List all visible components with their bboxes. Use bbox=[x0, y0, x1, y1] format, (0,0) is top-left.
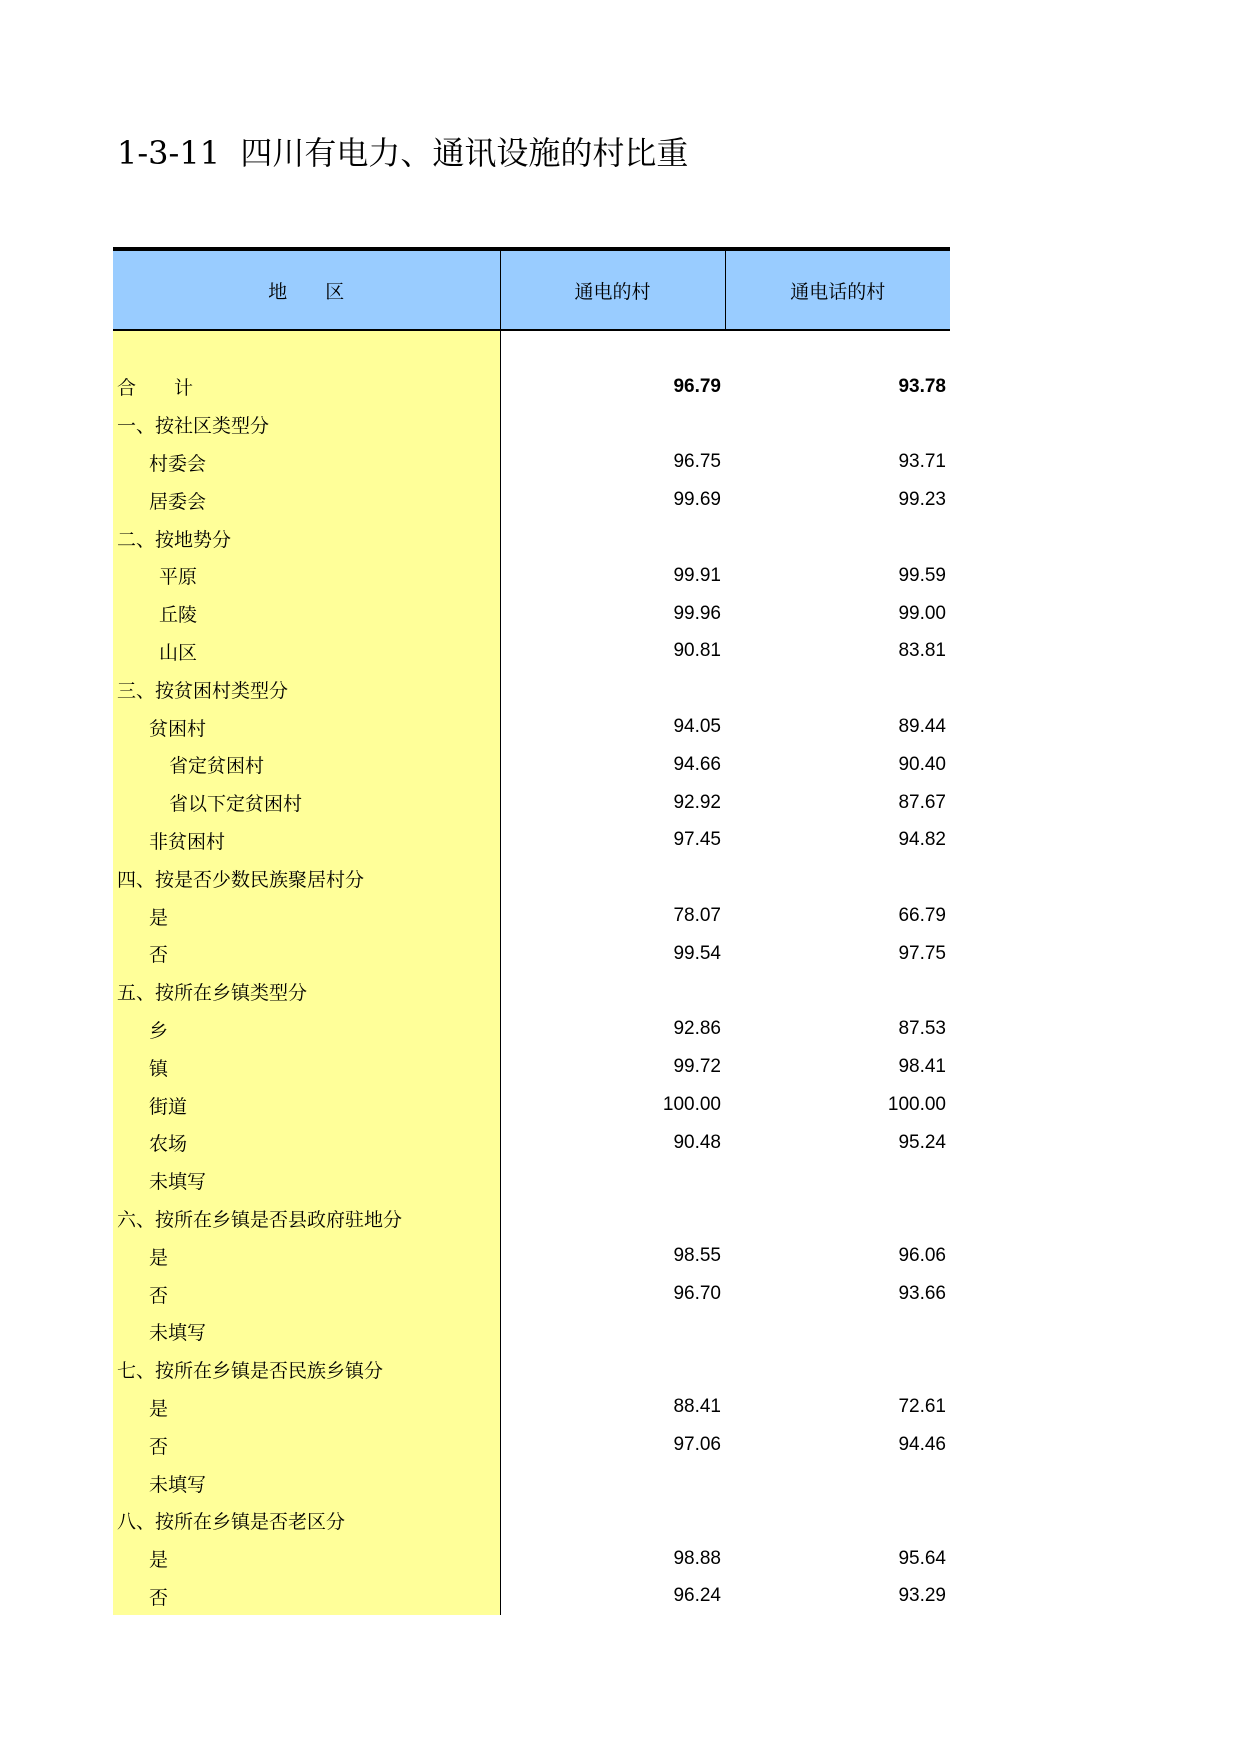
power-value: 94.05 bbox=[673, 716, 721, 738]
table-row bbox=[113, 859, 950, 897]
table-row bbox=[113, 406, 950, 444]
power-value: 88.41 bbox=[673, 1396, 721, 1418]
table-row bbox=[113, 1351, 950, 1389]
power-value bbox=[500, 1200, 725, 1238]
table-row bbox=[113, 1389, 950, 1427]
phone-value: 96.06 bbox=[898, 1245, 946, 1267]
table-row bbox=[113, 595, 950, 633]
row-label: 否 bbox=[113, 935, 500, 973]
spacer-cell bbox=[113, 330, 500, 368]
phone-value bbox=[725, 1464, 950, 1502]
power-value: 100.00 bbox=[662, 1094, 721, 1116]
table-row bbox=[113, 1162, 950, 1200]
row-label: 是 bbox=[113, 897, 500, 935]
power-value bbox=[500, 406, 725, 444]
phone-value bbox=[725, 1502, 950, 1540]
phone-value bbox=[725, 859, 950, 897]
power-value bbox=[500, 1162, 725, 1200]
phone-value: 98.41 bbox=[898, 1056, 946, 1078]
row-label: 未填写 bbox=[113, 1464, 500, 1502]
phone-value bbox=[725, 1162, 950, 1200]
phone-value: 93.71 bbox=[898, 451, 946, 473]
row-label: 一、按社区类型分 bbox=[113, 406, 500, 444]
header-row bbox=[113, 249, 950, 330]
table-row bbox=[113, 822, 950, 860]
table-row bbox=[113, 557, 950, 595]
row-label: 非贫困村 bbox=[113, 822, 500, 860]
table-row bbox=[113, 1313, 950, 1351]
row-label: 居委会 bbox=[113, 481, 500, 519]
table-row bbox=[113, 519, 950, 557]
table-row bbox=[113, 444, 950, 482]
table-row bbox=[113, 897, 950, 935]
power-value: 99.54 bbox=[673, 942, 721, 964]
phone-value: 99.23 bbox=[898, 489, 946, 511]
table-row bbox=[113, 1578, 950, 1616]
row-label: 山区 bbox=[113, 633, 500, 671]
row-label: 省以下定贫困村 bbox=[113, 784, 500, 822]
spacer-cell bbox=[725, 330, 950, 368]
table-row bbox=[113, 1048, 950, 1086]
phone-value bbox=[725, 1200, 950, 1238]
power-value: 97.06 bbox=[673, 1434, 721, 1456]
phone-value bbox=[725, 1351, 950, 1389]
row-label: 农场 bbox=[113, 1124, 500, 1162]
phone-value: 94.46 bbox=[898, 1434, 946, 1456]
power-value bbox=[500, 973, 725, 1011]
table-row bbox=[113, 1200, 950, 1238]
power-value: 99.96 bbox=[673, 602, 721, 624]
row-label: 三、按贫困村类型分 bbox=[113, 670, 500, 708]
row-label: 村委会 bbox=[113, 444, 500, 482]
table-row bbox=[113, 935, 950, 973]
row-label: 未填写 bbox=[113, 1162, 500, 1200]
row-label: 贫困村 bbox=[113, 708, 500, 746]
power-value bbox=[500, 859, 725, 897]
table-row bbox=[113, 973, 950, 1011]
phone-value: 99.59 bbox=[898, 564, 946, 586]
spacer-cell bbox=[500, 330, 725, 368]
power-value: 96.79 bbox=[673, 375, 721, 397]
row-label: 镇 bbox=[113, 1048, 500, 1086]
table-row bbox=[113, 481, 950, 519]
data-table bbox=[113, 247, 950, 1615]
phone-value: 87.53 bbox=[898, 1018, 946, 1040]
power-value bbox=[500, 1502, 725, 1540]
power-value: 94.66 bbox=[673, 753, 721, 775]
row-label: 是 bbox=[113, 1389, 500, 1427]
power-value: 96.70 bbox=[673, 1283, 721, 1305]
phone-value: 83.81 bbox=[898, 640, 946, 662]
power-value: 96.24 bbox=[673, 1585, 721, 1607]
power-value: 97.45 bbox=[673, 829, 721, 851]
table-row bbox=[113, 368, 950, 406]
phone-value: 93.78 bbox=[898, 375, 946, 397]
table-row bbox=[113, 708, 950, 746]
power-value: 99.69 bbox=[673, 489, 721, 511]
power-value bbox=[500, 519, 725, 557]
table-row bbox=[113, 1124, 950, 1162]
spacer-row bbox=[113, 330, 950, 368]
power-value bbox=[500, 670, 725, 708]
row-label: 平原 bbox=[113, 557, 500, 595]
page-title: 1-3-11 四川有电力、通讯设施的村比重 bbox=[117, 134, 689, 172]
power-value: 96.75 bbox=[673, 451, 721, 473]
phone-value: 95.64 bbox=[898, 1547, 946, 1569]
power-value: 92.92 bbox=[673, 791, 721, 813]
phone-value: 66.79 bbox=[898, 905, 946, 927]
row-label: 丘陵 bbox=[113, 595, 500, 633]
phone-value: 90.40 bbox=[898, 753, 946, 775]
row-label: 四、按是否少数民族聚居村分 bbox=[113, 859, 500, 897]
table-row bbox=[113, 746, 950, 784]
phone-value: 72.61 bbox=[898, 1396, 946, 1418]
power-value: 99.91 bbox=[673, 564, 721, 586]
row-label: 是 bbox=[113, 1540, 500, 1578]
table-row bbox=[113, 1011, 950, 1049]
row-label: 二、按地势分 bbox=[113, 519, 500, 557]
row-label: 省定贫困村 bbox=[113, 746, 500, 784]
row-label: 七、按所在乡镇是否民族乡镇分 bbox=[113, 1351, 500, 1389]
table-row bbox=[113, 1237, 950, 1275]
row-label: 乡 bbox=[113, 1011, 500, 1049]
table-row bbox=[113, 1464, 950, 1502]
header-power: 通电的村 bbox=[500, 249, 725, 330]
power-value: 78.07 bbox=[673, 905, 721, 927]
table-row bbox=[113, 1540, 950, 1578]
row-label: 合 计 bbox=[113, 368, 500, 406]
power-value bbox=[500, 1464, 725, 1502]
phone-value bbox=[725, 1313, 950, 1351]
power-value bbox=[500, 1313, 725, 1351]
power-value: 92.86 bbox=[673, 1018, 721, 1040]
phone-value: 89.44 bbox=[898, 716, 946, 738]
header-phone: 通电话的村 bbox=[725, 249, 950, 330]
table-row bbox=[113, 1275, 950, 1313]
phone-value: 94.82 bbox=[898, 829, 946, 851]
table-row bbox=[113, 1086, 950, 1124]
phone-value bbox=[725, 973, 950, 1011]
power-value: 98.55 bbox=[673, 1245, 721, 1267]
phone-value: 100.00 bbox=[887, 1094, 946, 1116]
phone-value: 99.00 bbox=[898, 602, 946, 624]
row-label: 否 bbox=[113, 1275, 500, 1313]
power-value: 98.88 bbox=[673, 1547, 721, 1569]
phone-value: 87.67 bbox=[898, 791, 946, 813]
table-row bbox=[113, 784, 950, 822]
phone-value: 95.24 bbox=[898, 1131, 946, 1153]
phone-value bbox=[725, 670, 950, 708]
row-label: 八、按所在乡镇是否老区分 bbox=[113, 1502, 500, 1540]
table-row bbox=[113, 1426, 950, 1464]
phone-value bbox=[725, 406, 950, 444]
row-label: 五、按所在乡镇类型分 bbox=[113, 973, 500, 1011]
power-value: 90.81 bbox=[673, 640, 721, 662]
row-label: 未填写 bbox=[113, 1313, 500, 1351]
phone-value: 93.29 bbox=[898, 1585, 946, 1607]
power-value: 99.72 bbox=[673, 1056, 721, 1078]
row-label: 否 bbox=[113, 1578, 500, 1616]
phone-value: 93.66 bbox=[898, 1283, 946, 1305]
row-label: 否 bbox=[113, 1426, 500, 1464]
header-region: 地 区 bbox=[113, 249, 500, 330]
power-value: 90.48 bbox=[673, 1131, 721, 1153]
row-label: 六、按所在乡镇是否县政府驻地分 bbox=[113, 1200, 500, 1238]
phone-value bbox=[725, 519, 950, 557]
table-row bbox=[113, 633, 950, 671]
row-label: 街道 bbox=[113, 1086, 500, 1124]
row-label: 是 bbox=[113, 1237, 500, 1275]
power-value bbox=[500, 1351, 725, 1389]
table-row bbox=[113, 670, 950, 708]
table-row bbox=[113, 1502, 950, 1540]
phone-value: 97.75 bbox=[898, 942, 946, 964]
